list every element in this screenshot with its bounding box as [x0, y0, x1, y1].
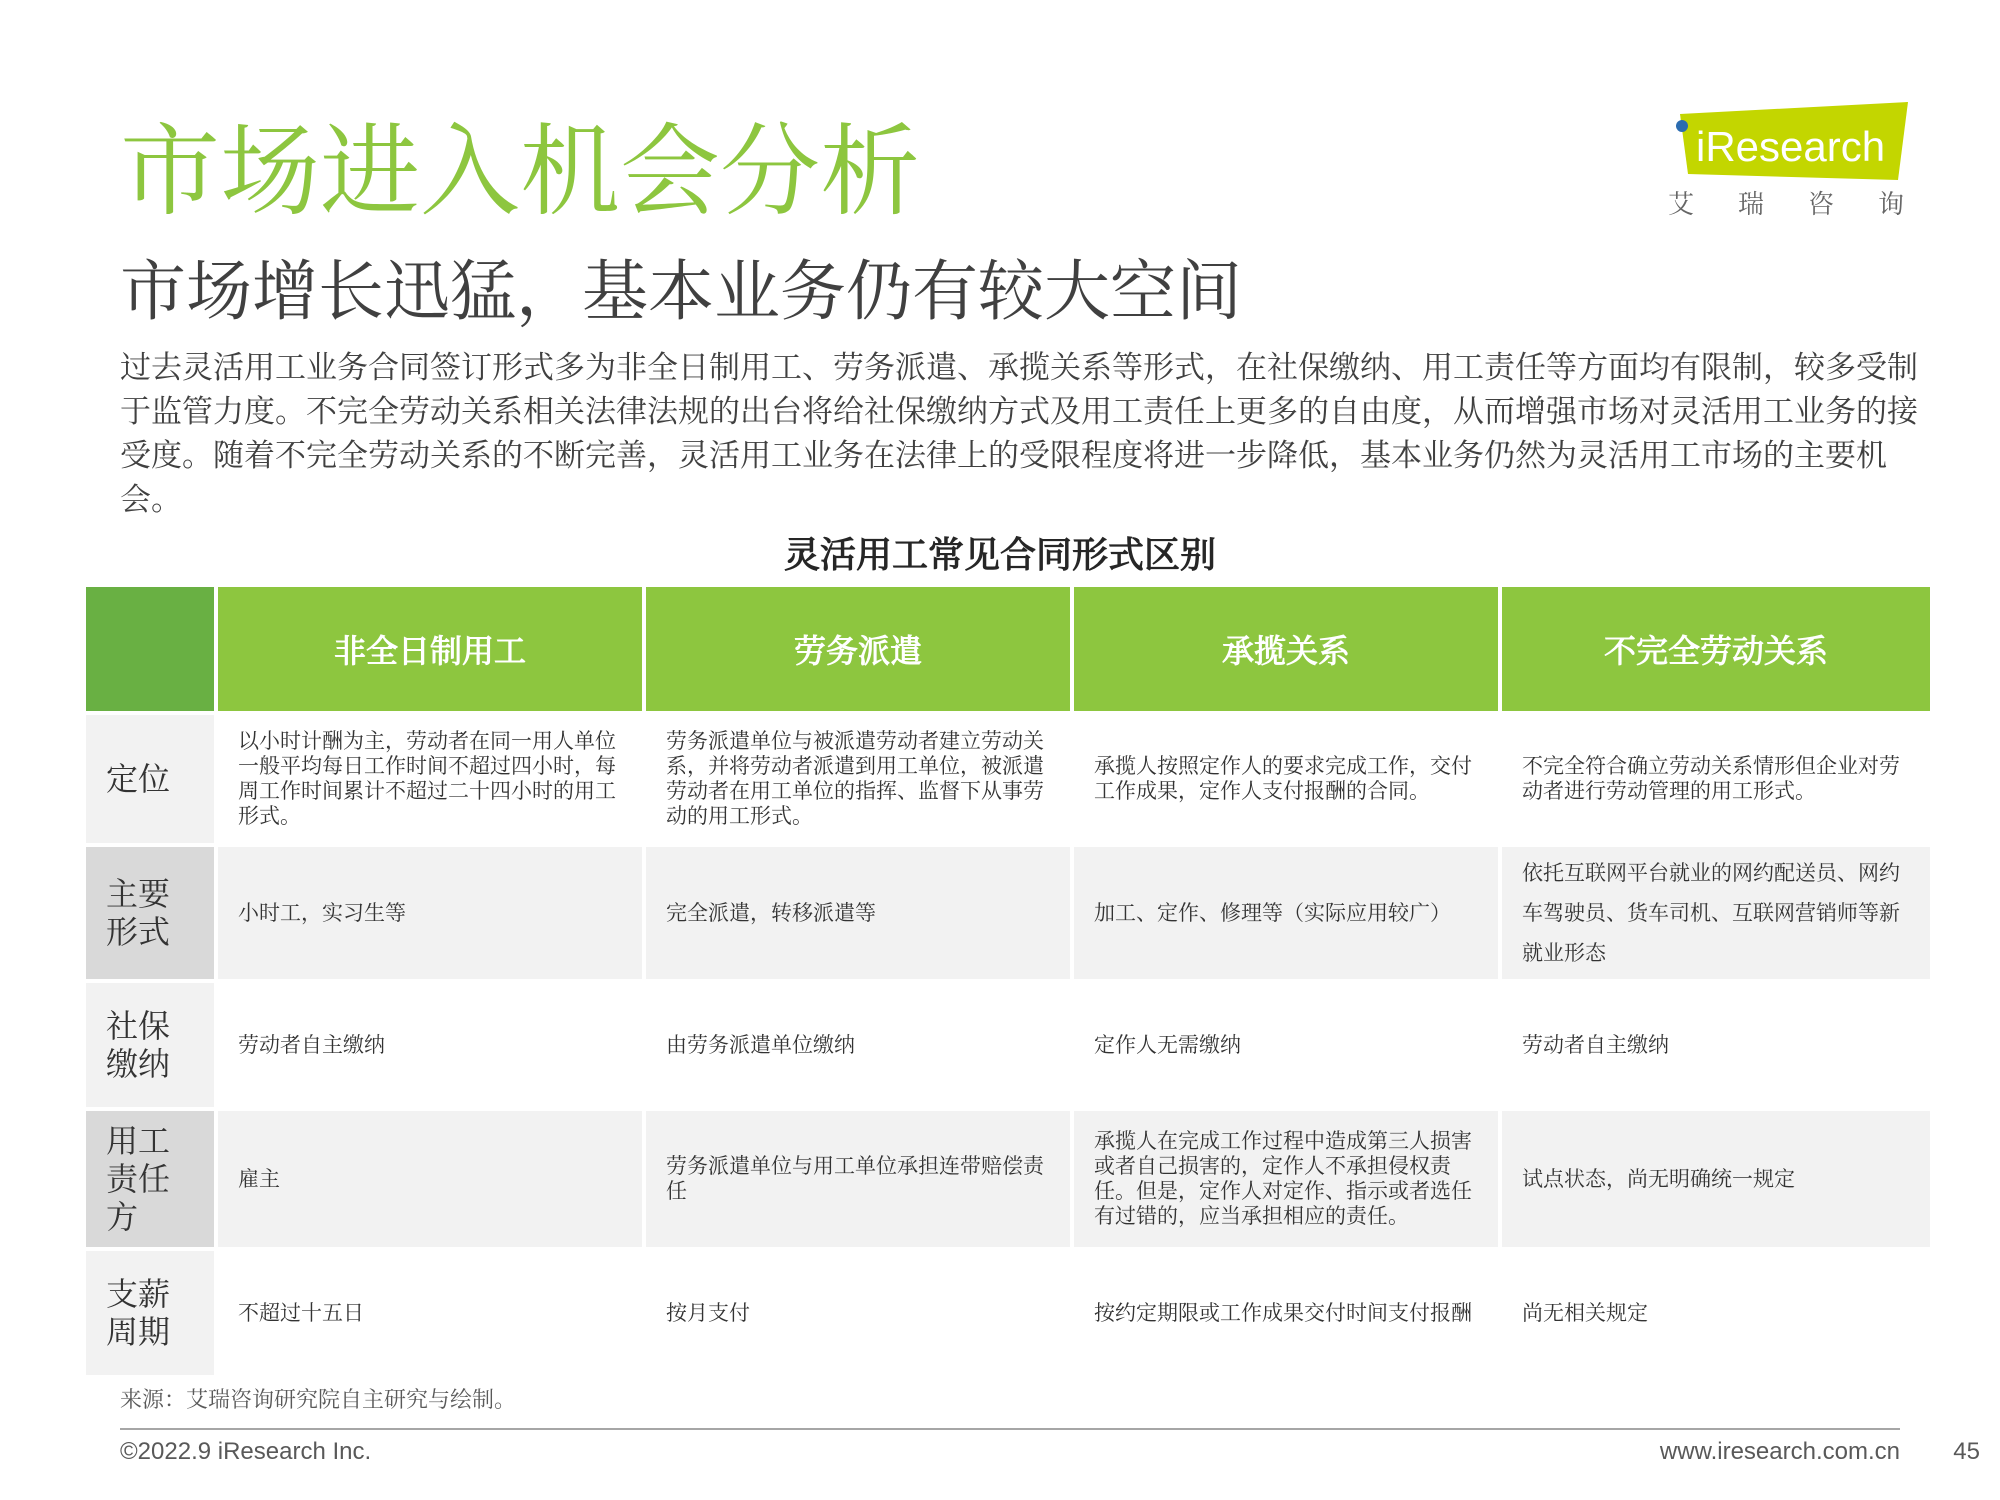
- table-title: 灵活用工常见合同形式区别: [783, 535, 1216, 576]
- row-header: 社保缴纳: [86, 983, 214, 1107]
- page-subtitle: 市场增长迅猛，基本业务仍有较大空间: [120, 253, 1242, 330]
- page-number: 45: [1953, 1438, 1980, 1465]
- table-cell: 以小时计酬为主，劳动者在同一用人单位一般平均每日工作时间不超过四小时，每周工作时间累计不超过二十四小时的用工形式。: [218, 715, 642, 843]
- page-title: 市场进入机会分析: [120, 113, 920, 230]
- table-cell: 劳务派遣单位与被派遣劳动者建立劳动关系，并将劳动者派遣到用工单位，被派遣劳动者在用工单位的指挥、监督下从事劳动的用工形式。: [646, 715, 1070, 843]
- table-cell: 劳动者自主缴纳: [1502, 983, 1930, 1107]
- table-cell: 尚无相关规定: [1502, 1251, 1930, 1375]
- logo-sub-char: 艾: [1668, 190, 1699, 220]
- table-cell: 承揽人在完成工作过程中造成第三人损害或者自己损害的，定作人不承担侵权责任。但是，定作人对定作、指示或者选任有过错的，应当承担相应的责任。: [1074, 1111, 1498, 1247]
- table-cell: 定作人无需缴纳: [1074, 983, 1498, 1107]
- row-header: 支薪周期: [86, 1251, 214, 1375]
- website-link[interactable]: www.iresearch.com.cn: [1659, 1438, 1900, 1465]
- copyright-text: ©2022.9 iResearch Inc.: [120, 1438, 372, 1465]
- table-cell: 按月支付: [646, 1251, 1070, 1375]
- table-cell: 劳动者自主缴纳: [218, 983, 642, 1107]
- table-cell: 完全派遣，转移派遣等: [646, 847, 1070, 979]
- column-header: 非全日制用工: [218, 587, 642, 711]
- iresearch-logo: [1658, 100, 1908, 230]
- column-header: 承揽关系: [1074, 587, 1498, 711]
- table-cell: 承揽人按照定作人的要求完成工作，交付工作成果，定作人支付报酬的合同。: [1074, 715, 1498, 843]
- column-header: 劳务派遣: [646, 587, 1070, 711]
- comparison-table: [86, 587, 1926, 1375]
- table-cell: 雇主: [218, 1111, 642, 1247]
- logo-sub-char: 咨: [1807, 190, 1838, 220]
- table-cell: 不完全符合确立劳动关系情形但企业对劳动者进行劳动管理的用工形式。: [1502, 715, 1930, 843]
- logo-sub-char: 询: [1877, 190, 1908, 220]
- logo-text: iResearch: [1696, 123, 1886, 170]
- table-cell: 按约定期限或工作成果交付时间支付报酬: [1074, 1251, 1498, 1375]
- table-cell: 试点状态，尚无明确统一规定: [1502, 1111, 1930, 1247]
- column-header: 不完全劳动关系: [1502, 587, 1930, 711]
- table-cell: 依托互联网平台就业的网约配送员、网约车驾驶员、货车司机、互联网营销师等新就业形态: [1502, 847, 1930, 979]
- row-header: 定位: [86, 715, 214, 843]
- source-note: 来源：艾瑞咨询研究院自主研究与绘制。: [120, 1388, 517, 1413]
- logo-sub-char: 瑞: [1737, 190, 1768, 220]
- table-corner-cell: [86, 587, 214, 711]
- table-cell: 不超过十五日: [218, 1251, 642, 1375]
- table-cell: 劳务派遣单位与用工单位承担连带赔偿责任: [646, 1111, 1070, 1247]
- row-header: 用工责任方: [86, 1111, 214, 1247]
- table-cell: 小时工，实习生等: [218, 847, 642, 979]
- footer-divider: [120, 1428, 1900, 1430]
- row-header: 主要形式: [86, 847, 214, 979]
- table-cell: 由劳务派遣单位缴纳: [646, 983, 1070, 1107]
- intro-paragraph: 过去灵活用工业务合同签订形式多为非全日制用工、劳务派遣、承揽关系等形式，在社保缴纳、用工责任等方面均有限制，较多受制于监管力度。不完全劳动关系相关法律法规的出台将给社保缴纳方式及用工责任上更多的自由度，从而增强市场对灵活用工业务的接受度。随着不完全劳动关系的不断完善，灵活用工业务在法律上的受限程度将进一步降低，基本业务仍然为灵活用工市场的主要机会。: [120, 350, 1918, 518]
- logo-subtext: [1668, 188, 1908, 222]
- table-cell: 加工、定作、修理等（实际应用较广）: [1074, 847, 1498, 979]
